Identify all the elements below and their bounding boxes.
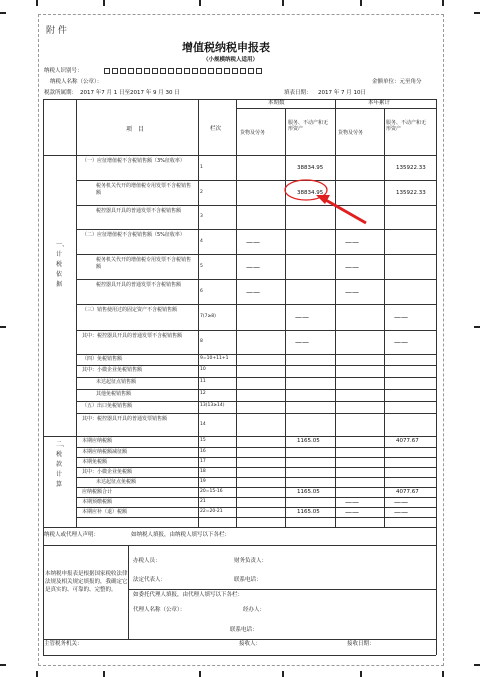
grid-hline [76, 517, 436, 518]
tax-value-cell[interactable]: 4077.67 [396, 438, 419, 444]
basis-row-no: 5 [200, 263, 203, 269]
tax-row-label: 应纳税额合计 [82, 489, 113, 495]
basis-row-label: 税控器具开具的普通发票不含税销售额 [96, 208, 182, 214]
blank-dash[interactable]: —— [246, 287, 260, 296]
id-digit-box[interactable] [144, 68, 150, 74]
grid-vline [335, 99, 336, 527]
grid-hline [43, 639, 436, 640]
id-digit-box[interactable] [128, 68, 134, 74]
basis-row-no: 11 [200, 379, 206, 384]
basis-row-no: 6 [200, 288, 203, 294]
basis-row-label: （四）免税销售额 [82, 356, 123, 362]
self-fill-note: 如纳税人填报，由纳税人填写以下各栏： [131, 532, 231, 538]
id-digit-box[interactable] [208, 68, 214, 74]
fill-date-value: 2017 年 7 月 10日 [318, 90, 366, 96]
tax-office-label: 主管税务机关： [44, 641, 83, 647]
id-digit-box[interactable] [120, 68, 126, 74]
blank-dash[interactable]: —— [394, 508, 408, 516]
basis-row-no: 7(7≥8) [200, 314, 216, 319]
agent-name-label: 代理人名称（公章）： [133, 607, 186, 613]
tax-value-cell[interactable]: 1165.05 [297, 489, 320, 495]
id-digit-box[interactable] [240, 68, 246, 74]
basis-row-no: 4 [200, 238, 203, 244]
phone-label: 联系电话： [234, 577, 262, 583]
basis-row-label: 其中：税控器具开具的普通发票销售额 [82, 416, 168, 422]
grid-hline [236, 108, 436, 109]
grid-vline [76, 99, 77, 527]
basis-row-label: 税务机关代开的增值税专用发票不含税销售额 [96, 183, 192, 196]
blank-dash[interactable]: —— [345, 237, 359, 246]
id-digit-box[interactable] [192, 68, 198, 74]
basis-row-no: 10 [200, 367, 206, 372]
grid-vline [436, 99, 437, 655]
id-digit-box[interactable] [232, 68, 238, 74]
tax-row-no: 20=15-16 [200, 489, 223, 494]
attachment-label: 附 件 [46, 26, 67, 36]
basis-row-no: 8 [200, 339, 203, 344]
id-digit-box[interactable] [224, 68, 230, 74]
receiver-label: 接收人： [239, 641, 262, 647]
grid-hline [76, 457, 436, 458]
section-tax-basis: 一、计税依据 [56, 241, 69, 288]
basis-row-no: 13(13≥14) [200, 403, 225, 408]
basis-row-no: 2 [200, 189, 203, 195]
tax-row-label: 本期应纳税额 [82, 438, 113, 444]
tax-row-no: 18 [200, 469, 206, 474]
id-digit-box[interactable] [248, 68, 254, 74]
id-digit-box[interactable] [112, 68, 118, 74]
basis-row-label: 其中：小微企业免税销售额 [82, 367, 143, 373]
basis-row-label: 其中：税控器具开具的普通发票不含税销售额 [82, 333, 183, 339]
id-digit-box[interactable] [104, 68, 110, 74]
grid-hline [128, 589, 436, 590]
blank-dash[interactable]: —— [295, 313, 309, 321]
grid-hline [76, 279, 436, 280]
tax-value-cell[interactable]: 1165.05 [297, 509, 320, 515]
blank-dash[interactable]: —— [394, 313, 408, 321]
grid-hline [43, 655, 436, 656]
blank-dash[interactable]: —— [345, 508, 359, 516]
basis-row-label: 未达起征点销售额 [96, 379, 137, 385]
page-subtitle: （小规模纳税人适用） [203, 57, 259, 63]
grid-hline [76, 155, 436, 156]
taxpayer-name-label: 纳税人名称（公章）： [50, 79, 103, 85]
agent-fill-note: 如委托代理人填报，由代理人填写以下各栏： [133, 592, 244, 598]
grid-hline [43, 545, 436, 546]
tax-row-label: 本期应补（退）税额 [82, 509, 128, 515]
blank-dash[interactable]: —— [345, 498, 359, 506]
grid-vline [384, 108, 385, 527]
page-title: 增值税纳税申报表 [182, 41, 270, 54]
basis-row-label: （二）应征增值税不含税销售额（5%征收率） [82, 232, 185, 238]
tax-row-label: 本期免税额 [82, 459, 108, 465]
grid-hline [76, 205, 436, 206]
tax-row-label: 本期应纳税额减征额 [82, 449, 128, 455]
blank-dash[interactable]: —— [246, 262, 260, 271]
grid-hline [76, 254, 436, 255]
id-digit-box[interactable] [216, 68, 222, 74]
basis-row-no: 14 [200, 421, 206, 427]
tax-row-no: 16 [200, 449, 206, 454]
basis-row-label: 税控器具开具的普通发票不含税销售额 [96, 282, 182, 288]
tax-row-no: 19 [200, 479, 206, 484]
grid-hline [43, 436, 436, 437]
grid-hline [76, 497, 436, 498]
basis-value-cell[interactable]: 38834.95 [297, 189, 324, 196]
amount-unit: 金额单位：元至角分 [372, 79, 422, 85]
col-this-period: 本期数 [268, 100, 285, 106]
basis-row-no: 12 [200, 391, 206, 396]
id-digit-box[interactable] [184, 68, 190, 74]
tax-row-label: 未达起征点免税额 [96, 479, 137, 485]
grid-hline [76, 377, 436, 378]
finance-head-label: 财务负责人： [234, 558, 268, 564]
grid-vline [43, 99, 44, 655]
tax-row-label: 其中：小微企业免税额 [82, 469, 133, 475]
arrow-line [324, 199, 366, 223]
basis-value-cell[interactable]: 135922.33 [396, 189, 426, 196]
section-tax-calc: 二、税款计算 [56, 441, 69, 488]
grid-vline [198, 99, 199, 527]
fill-date-label: 填表日期： [284, 90, 312, 96]
blank-dash[interactable]: —— [246, 237, 260, 246]
col-row-no: 栏次 [210, 126, 222, 132]
id-digit-box[interactable] [200, 68, 206, 74]
basis-row-label: 其他免税销售额 [96, 391, 132, 397]
grid-vline [236, 99, 237, 527]
blank-dash[interactable]: —— [345, 262, 359, 271]
tax-value-cell[interactable]: 4077.67 [396, 489, 419, 495]
tax-value-cell[interactable]: 1165.05 [297, 438, 320, 444]
id-digit-box[interactable] [168, 68, 174, 74]
grid-hline [43, 527, 436, 528]
tax-row-no: 17 [200, 459, 206, 464]
id-digit-box[interactable] [256, 68, 262, 74]
tax-row-no: 22=20-21 [200, 509, 223, 514]
receive-date-label: 接收日期： [347, 641, 375, 647]
grid-hline [76, 304, 436, 305]
grid-hline [76, 330, 436, 331]
basis-row-no: 9=10+11+1 [200, 356, 229, 361]
basis-row-label: （五）出口免税销售额 [82, 403, 133, 409]
declaration-text: 本纳税申报表是根据国家税收法律法规及相关规定填报的，我确定它是真实的、可靠的、完整的。 [45, 571, 128, 593]
id-digit-box[interactable] [152, 68, 158, 74]
grid-hline [76, 467, 436, 468]
col-item: 项 目 [126, 126, 145, 133]
taxpayer-id-label: 纳税人识别号： [44, 68, 83, 74]
taxpayer-id-boxes[interactable] [104, 68, 263, 74]
id-digit-box[interactable] [136, 68, 142, 74]
grid-hline [76, 354, 436, 355]
col-goods-1: 货物及劳务 [240, 130, 266, 136]
grid-hline [76, 389, 436, 390]
tax-row-no: 21 [200, 499, 206, 504]
id-digit-box[interactable] [176, 68, 182, 74]
id-digit-box[interactable] [160, 68, 166, 74]
grid-hline [76, 180, 436, 181]
col-ytd: 本年累计 [368, 100, 391, 106]
legal-rep-label: 法定代表人： [133, 577, 167, 583]
col-services-1: 服务、不动产和无形资产 [288, 120, 329, 132]
grid-hline [76, 413, 436, 414]
red-annotation [270, 170, 380, 230]
grid-hline [76, 447, 436, 448]
grid-hline [76, 401, 436, 402]
blank-dash[interactable]: —— [345, 287, 359, 296]
basis-value-cell[interactable]: 38834.95 [297, 164, 324, 171]
grid-hline [76, 507, 436, 508]
tax-row-label: 本期预缴税额 [82, 499, 113, 505]
period-value: 2017 年7 月 1 日至2017 年 9 月 30 日 [80, 90, 180, 96]
col-services-2: 服务、不动产和无形资产 [386, 120, 427, 132]
grid-hline [76, 365, 436, 366]
col-goods-2: 货物及劳务 [338, 130, 364, 136]
grid-hline [76, 487, 436, 488]
handler-label: 办税人员： [133, 558, 161, 564]
agent-phone-label: 联系电话： [230, 627, 258, 633]
blank-dash[interactable]: —— [394, 338, 408, 346]
basis-row-label: 税务机关代开的增值税专用发票不含税销售额 [96, 257, 192, 270]
basis-value-cell[interactable]: 135922.33 [396, 164, 426, 171]
period-label: 税款所属期： [44, 90, 78, 96]
tax-row-no: 15 [200, 438, 206, 443]
blank-dash[interactable]: —— [394, 498, 408, 506]
basis-row-no: 1 [200, 164, 203, 170]
declaration-left-label: 纳税人或代理人声明： [44, 532, 100, 538]
basis-row-label: （一）应征增值税不含税销售额（3%征收率） [82, 158, 185, 164]
blank-dash[interactable]: —— [295, 338, 309, 346]
basis-row-no: 3 [200, 214, 203, 219]
basis-row-label: （三）销售使用过的固定资产不含税销售额 [82, 307, 178, 313]
agent-handler-label: 经办人： [243, 607, 266, 613]
grid-hline [76, 229, 436, 230]
grid-hline [76, 477, 436, 478]
